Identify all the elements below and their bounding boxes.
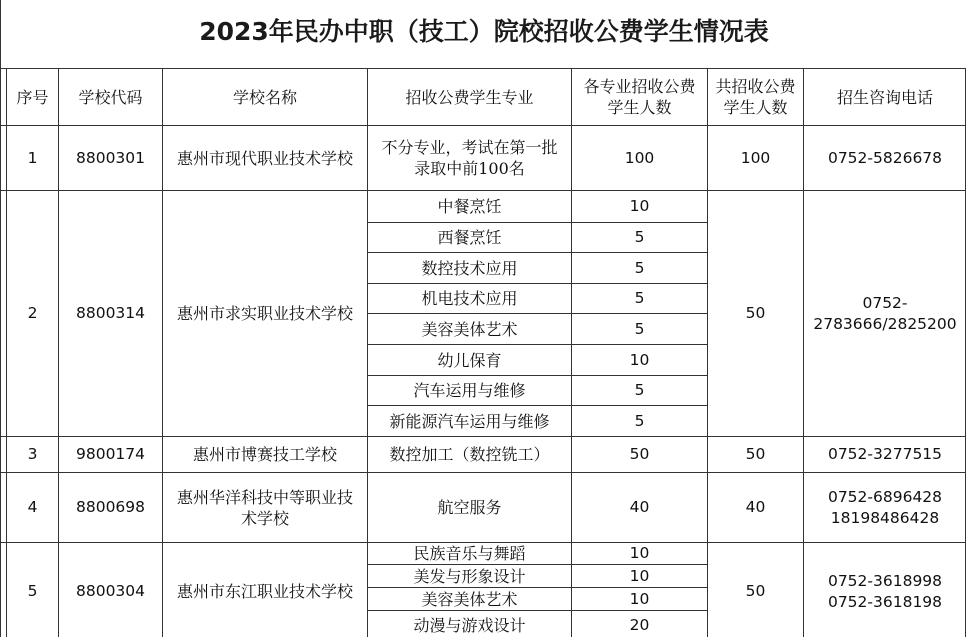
row-total-count: 100 <box>740 148 771 167</box>
row-major-name: 美发与形象设计 <box>413 566 526 586</box>
row-phone: 0752-3277515 <box>827 445 943 463</box>
row-major-count: 50 <box>629 445 650 463</box>
row-major-name: 数控加工（数控铣工） <box>389 445 550 464</box>
row-seq: 1 <box>27 148 38 167</box>
row-major-name: 民族音乐与舞蹈 <box>413 544 526 563</box>
row-school-code: 8800304 <box>75 582 146 600</box>
header-seq: 序号 <box>16 87 49 107</box>
row-phone: 0752-5826678 <box>827 148 943 167</box>
row-seq: 2 <box>27 304 38 322</box>
row-major-name: 西餐烹饪 <box>437 228 502 247</box>
table-title: 2023年民办中职（技工）院校招收公费学生情况表 <box>0 0 966 68</box>
row-major-count: 10 <box>629 566 650 585</box>
row-divider <box>0 68 966 69</box>
row-major-name: 美容美体艺术 <box>421 589 518 609</box>
row-seq: 5 <box>27 582 38 600</box>
sub-row-divider <box>367 222 707 223</box>
row-total-count: 50 <box>745 582 766 600</box>
row-divider <box>0 436 966 437</box>
row-major-name: 美容美体艺术 <box>421 319 518 339</box>
row-school-code: 8800698 <box>75 498 146 516</box>
sub-row-divider <box>367 344 707 345</box>
row-school-code: 9800174 <box>75 445 146 463</box>
row-phone: 0752- 2783666/2825200 <box>813 293 957 333</box>
row-school-name: 惠州市求实职业技术学校 <box>176 304 353 323</box>
row-major-count: 10 <box>629 197 650 215</box>
row-major-name: 中餐烹饪 <box>437 197 502 216</box>
header-major: 招收公费学生专业 <box>405 87 534 107</box>
row-major-name: 幼儿保育 <box>437 350 502 370</box>
header-code: 学校代码 <box>78 87 143 107</box>
header-name: 学校名称 <box>232 87 297 107</box>
row-school-name: 惠州市东江职业技术学校 <box>176 582 353 601</box>
header-total: 共招收公费 学生人数 <box>715 77 796 117</box>
sheet-left-edge <box>0 0 1 637</box>
row-total-count: 50 <box>745 304 766 322</box>
row-school-name: 惠州市现代职业技术学校 <box>176 148 353 168</box>
row-major-name: 动漫与游戏设计 <box>413 616 526 635</box>
row-major-count: 5 <box>634 319 645 338</box>
row-divider <box>0 190 966 191</box>
row-school-name: 惠州市博赛技工学校 <box>192 445 337 464</box>
row-major-name: 机电技术应用 <box>421 289 518 308</box>
row-school-code: 8800301 <box>75 148 146 167</box>
row-seq: 4 <box>27 498 38 516</box>
sub-row-divider <box>367 375 707 376</box>
row-major-count: 10 <box>629 589 650 608</box>
row-school-name: 惠州华洋科技中等职业技 术学校 <box>176 487 353 528</box>
row-major-count: 5 <box>634 289 645 307</box>
row-major-count: 10 <box>629 544 650 562</box>
column-divider <box>6 68 7 637</box>
sub-row-divider <box>367 564 707 565</box>
column-divider <box>803 68 804 637</box>
row-divider <box>0 542 966 543</box>
row-major-count: 20 <box>629 616 650 634</box>
row-major-name: 数控技术应用 <box>421 258 518 278</box>
row-major-count: 5 <box>634 411 645 430</box>
column-divider <box>367 68 368 637</box>
sub-row-divider <box>367 610 707 611</box>
row-major-name: 汽车运用与维修 <box>413 381 526 400</box>
column-divider <box>571 68 572 637</box>
sub-row-divider <box>367 313 707 314</box>
row-major-name: 不分专业，考试在第一批 录取中前100名 <box>381 138 558 178</box>
row-major-count: 5 <box>634 228 645 246</box>
header-phone: 招生咨询电话 <box>836 87 933 107</box>
row-divider <box>0 125 966 126</box>
row-major-count: 5 <box>634 381 645 399</box>
row-major-name: 航空服务 <box>437 498 502 517</box>
row-divider <box>0 472 966 473</box>
row-total-count: 40 <box>745 498 766 516</box>
column-divider <box>707 68 708 637</box>
header-per-major: 各专业招收公费 学生人数 <box>583 77 696 117</box>
row-total-count: 50 <box>745 445 766 463</box>
row-major-name: 新能源汽车运用与维修 <box>389 411 550 431</box>
row-major-count: 5 <box>634 258 645 277</box>
sub-row-divider <box>367 405 707 406</box>
row-seq: 3 <box>27 445 38 463</box>
column-divider <box>162 68 163 637</box>
column-divider <box>58 68 59 637</box>
row-major-count: 40 <box>629 498 650 516</box>
row-major-count: 100 <box>624 148 655 167</box>
row-major-count: 10 <box>629 350 650 369</box>
sub-row-divider <box>367 283 707 284</box>
row-school-code: 8800314 <box>75 304 146 322</box>
sub-row-divider <box>367 252 707 253</box>
sub-row-divider <box>367 587 707 588</box>
row-phone: 0752-3618998 0752-3618198 <box>827 571 943 611</box>
row-phone: 0752-6896428 18198486428 <box>827 487 943 527</box>
